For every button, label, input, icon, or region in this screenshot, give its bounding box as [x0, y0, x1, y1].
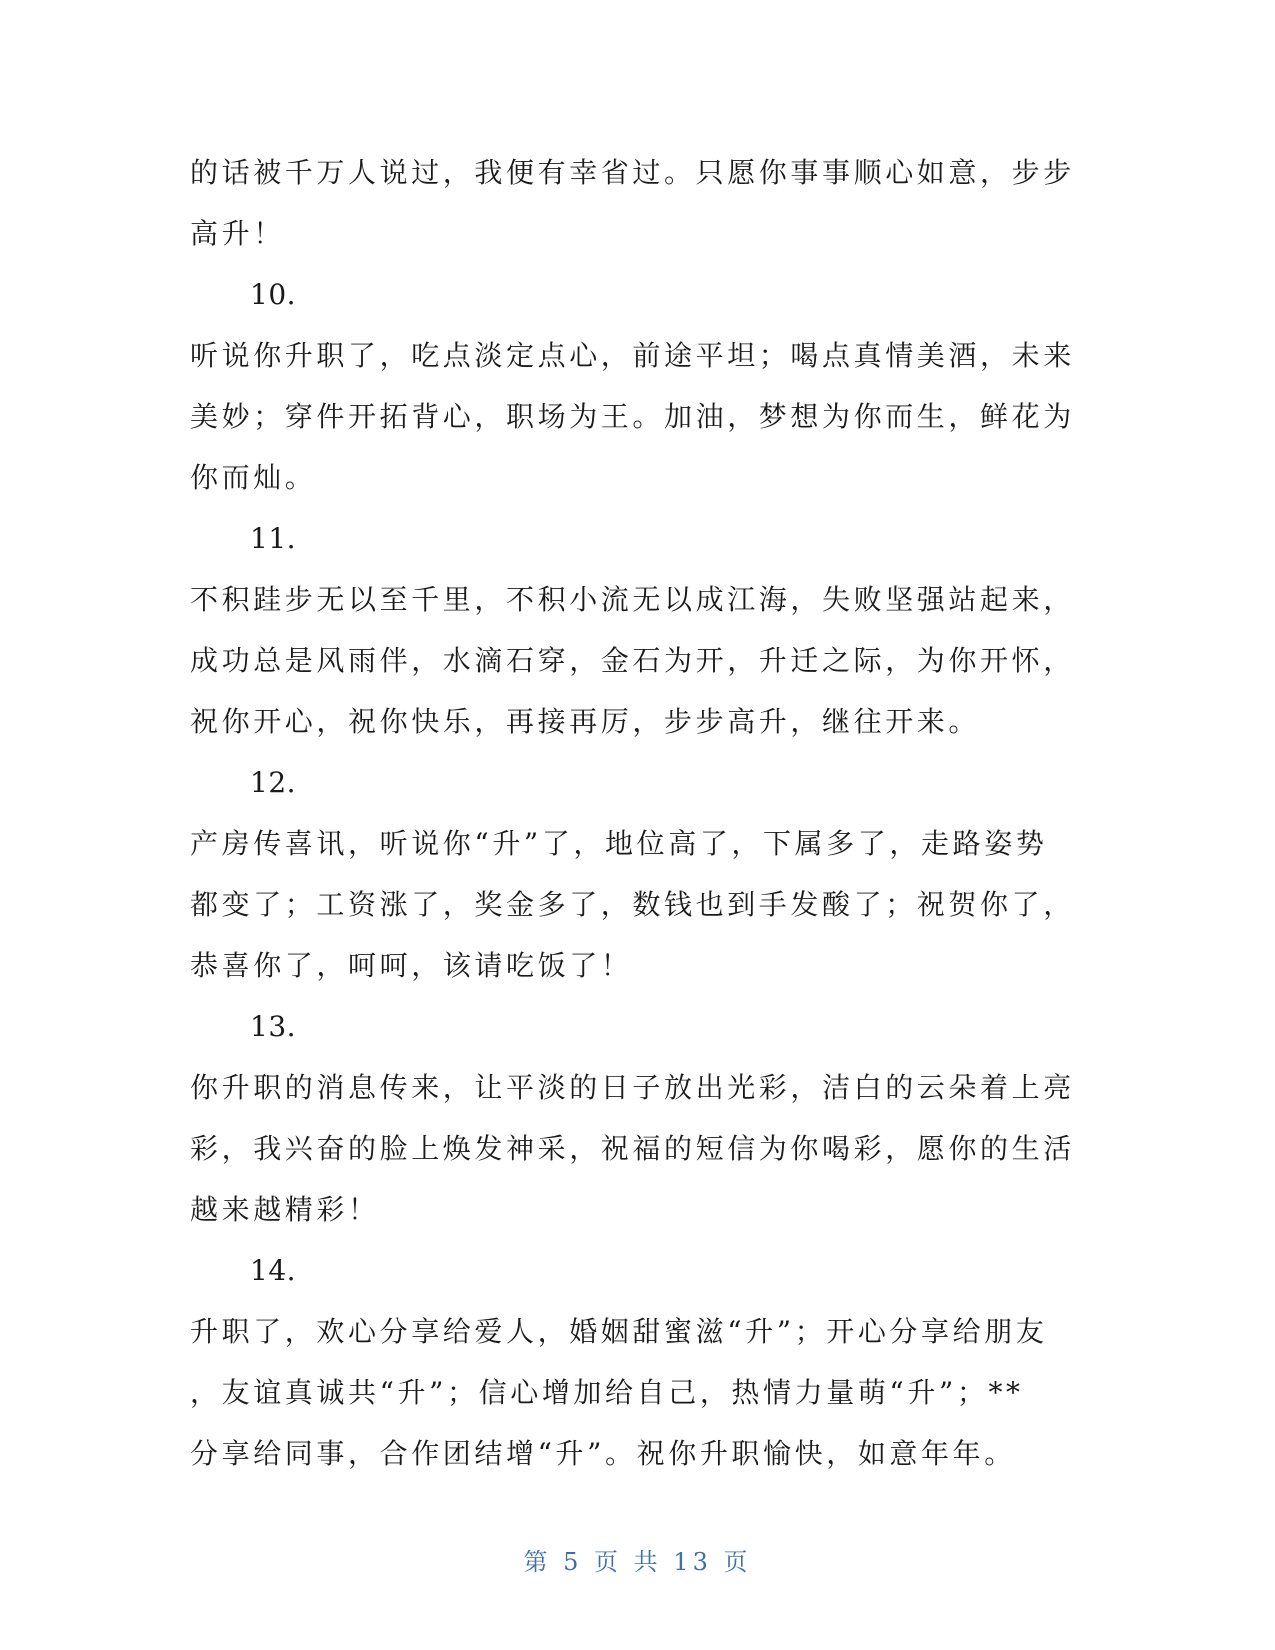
item-number: 13.	[250, 1010, 297, 1043]
item-number: 14.	[250, 1254, 297, 1287]
item-number: 10.	[250, 278, 297, 311]
text-line: 越来越精彩！	[190, 1193, 380, 1226]
text-line: 不积跬步无以至千里，不积小流无以成江海，失败坚强站起来，	[190, 583, 1075, 616]
item-number: 12.	[250, 766, 297, 799]
text-line: 成功总是风雨伴，水滴石穿，金石为开，升迁之际，为你开怀，	[190, 644, 1075, 677]
text-line: 你而灿。	[190, 461, 317, 494]
text-line: 彩，我兴奋的脸上焕发神采，祝福的短信为你喝彩，愿你的生活	[190, 1132, 1075, 1165]
text-line: 你升职的消息传来，让平淡的日子放出光彩，洁白的云朵着上亮	[190, 1071, 1075, 1104]
text-line: 恭喜你了，呵呵，该请吃饭了！	[190, 949, 633, 982]
text-line: 产房传喜讯，听说你“升”了，地位高了，下属多了，走路姿势	[190, 827, 1048, 860]
text-line: ，友谊真诚共“升”；信心增加给自己，热情力量萌“升”；**	[190, 1376, 1024, 1409]
text-line: 高升！	[190, 217, 285, 250]
text-line: 美妙；穿件开拓背心，职场为王。加油，梦想为你而生，鲜花为	[190, 400, 1075, 433]
page-number-footer: 第 5 页 共 13 页	[523, 1548, 752, 1576]
document-body	[190, 142, 1075, 1484]
text-line: 都变了；工资涨了，奖金多了，数钱也到手发酸了；祝贺你了，	[190, 888, 1075, 921]
item-number: 11.	[250, 522, 297, 555]
text-line: 升职了，欢心分享给爱人，婚姻甜蜜滋“升”；开心分享给朋友	[190, 1315, 1048, 1348]
text-line: 祝你开心，祝你快乐，再接再厉，步步高升，继往开来。	[190, 705, 981, 738]
text-line: 听说你升职了，吃点淡定点心，前途平坦；喝点真情美酒，未来	[190, 339, 1075, 372]
text-line: 分享给同事，合作团结增“升”。祝你升职愉快，如意年年。	[190, 1437, 1016, 1470]
text-line: 的话被千万人说过，我便有幸省过。只愿你事事顺心如意，步步	[190, 156, 1075, 189]
